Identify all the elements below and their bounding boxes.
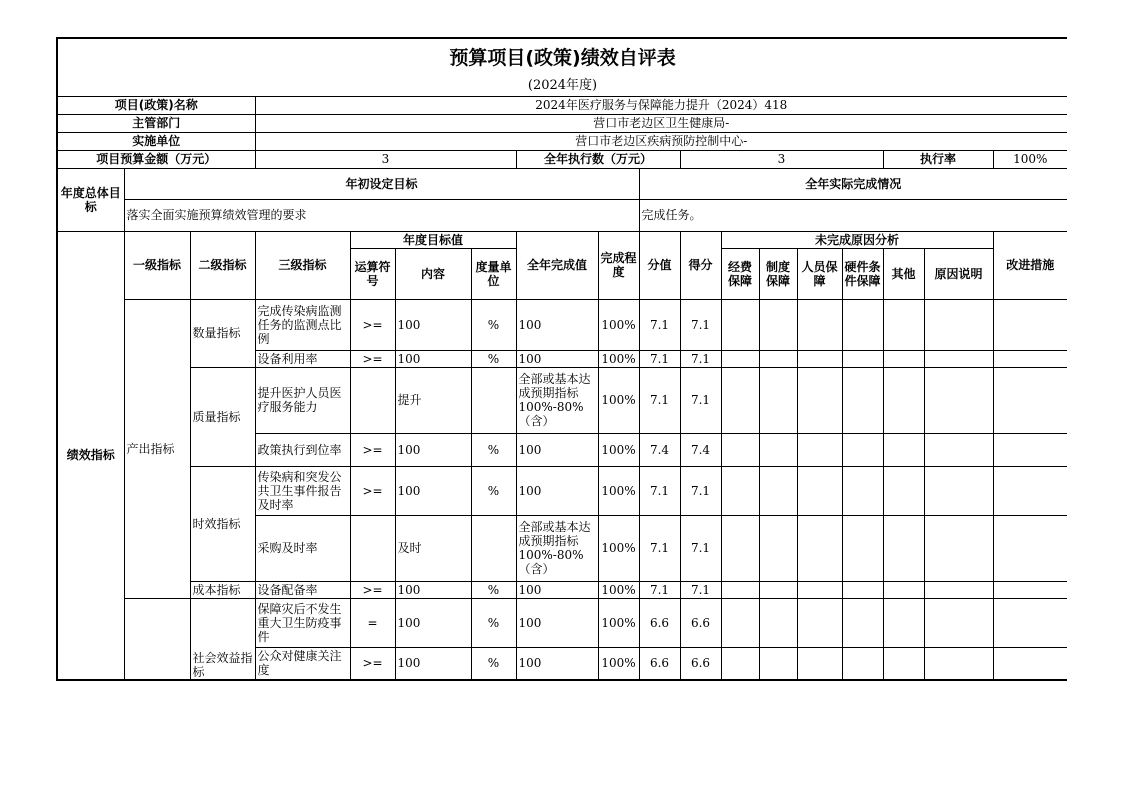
row-score: 7.1: [680, 515, 721, 581]
budget-value: 3: [255, 150, 516, 168]
row-done: 100: [516, 433, 598, 466]
goal-actual-header: 全年实际完成情况: [639, 168, 1067, 199]
row-degree: 100%: [598, 350, 639, 367]
group-quantity: 数量指标: [190, 299, 255, 367]
group-effect-blank: [124, 598, 190, 680]
row-content: 100: [395, 581, 471, 598]
row-score-value: 6.6: [639, 598, 680, 647]
header-reason-hardware: 硬件条件保障: [842, 248, 883, 299]
row-unit: %: [471, 647, 516, 680]
row-done: 100: [516, 598, 598, 647]
budget-label: 项目预算金额（万元）: [57, 150, 255, 168]
unit-label: 实施单位: [57, 132, 255, 150]
row-unit: %: [471, 598, 516, 647]
row-op: >=: [350, 433, 395, 466]
row-name: 政策执行到位率: [255, 433, 350, 466]
row-content: 100: [395, 647, 471, 680]
dept-label: 主管部门: [57, 114, 255, 132]
row-degree: 100%: [598, 581, 639, 598]
header-reason-staff: 人员保障: [797, 248, 842, 299]
perf-indicator-label: 绩效指标: [57, 231, 124, 680]
row-name: 传染病和突发公共卫生事件报告及时率: [255, 466, 350, 515]
goal-actual-text: 完成任务。: [639, 199, 1067, 231]
group-cost: 成本指标: [190, 581, 255, 598]
header-level1: 一级指标: [124, 231, 190, 299]
row-score: 7.1: [680, 350, 721, 367]
row-content: 100: [395, 598, 471, 647]
header-unit: 度量单位: [471, 248, 516, 299]
row-content: 100: [395, 299, 471, 350]
row-content: 100: [395, 350, 471, 367]
row-done: 100: [516, 581, 598, 598]
header-reason-other: 其他: [883, 248, 924, 299]
row-score: 7.1: [680, 367, 721, 433]
row-score-value: 7.4: [639, 433, 680, 466]
row-score-value: 7.1: [639, 581, 680, 598]
row-name: 提升医护人员医疗服务能力: [255, 367, 350, 433]
group-timeliness: 时效指标: [190, 466, 255, 581]
table-row: [57, 299, 1067, 350]
row-op: >=: [350, 350, 395, 367]
header-level3: 三级指标: [255, 231, 350, 299]
row-done: 全部或基本达成预期指标100%-80%（含）: [516, 515, 598, 581]
row-score-value: 7.1: [639, 350, 680, 367]
row-unit: %: [471, 299, 516, 350]
unit-value: 营口市老边区疾病预防控制中心-: [255, 132, 1067, 150]
row-degree: 100%: [598, 299, 639, 350]
header-level2: 二级指标: [190, 231, 255, 299]
row-degree: 100%: [598, 598, 639, 647]
row-score-value: 7.1: [639, 466, 680, 515]
goal-set-text: 落实全面实施预算绩效管理的要求: [124, 199, 639, 231]
row-name: 设备利用率: [255, 350, 350, 367]
row-op: [350, 367, 395, 433]
rate-value: 100%: [993, 150, 1067, 168]
row-degree: 100%: [598, 515, 639, 581]
header-score: 得分: [680, 231, 721, 299]
row-done: 全部或基本达成预期指标100%-80%（含）: [516, 367, 598, 433]
group-output: 产出指标: [124, 299, 190, 598]
row-op: >=: [350, 647, 395, 680]
row-unit: %: [471, 466, 516, 515]
row-done: 100: [516, 299, 598, 350]
row-content: 及时: [395, 515, 471, 581]
row-unit: %: [471, 433, 516, 466]
row-name: 采购及时率: [255, 515, 350, 581]
row-op: [350, 515, 395, 581]
project-name-label: 项目(政策)名称: [57, 96, 255, 114]
row-done: 100: [516, 466, 598, 515]
row-name: 保障灾后不发生重大卫生防疫事件: [255, 598, 350, 647]
row-unit: [471, 367, 516, 433]
row-done: 100: [516, 647, 598, 680]
row-op: =: [350, 598, 395, 647]
header-reason-note: 原因说明: [924, 248, 993, 299]
goal-set-header: 年初设定目标: [124, 168, 639, 199]
exec-value: 3: [680, 150, 883, 168]
row-unit: %: [471, 350, 516, 367]
header-reason-fund: 经费保障: [721, 248, 759, 299]
row-degree: 100%: [598, 367, 639, 433]
row-score: 7.1: [680, 466, 721, 515]
row-content: 100: [395, 466, 471, 515]
header-op: 运算符号: [350, 248, 395, 299]
header-degree: 完成程度: [598, 231, 639, 299]
row-degree: 100%: [598, 433, 639, 466]
group-social-benefit: 社会效益指标: [190, 598, 255, 680]
row-score: 7.1: [680, 299, 721, 350]
row-content: 100: [395, 433, 471, 466]
row-op: >=: [350, 466, 395, 515]
header-year-done: 全年完成值: [516, 231, 598, 299]
row-unit: [471, 515, 516, 581]
row-degree: 100%: [598, 466, 639, 515]
evaluation-sheet: [56, 37, 1067, 693]
row-score-value: 7.1: [639, 515, 680, 581]
header-improve: 改进措施: [993, 231, 1067, 299]
row-name: 设备配备率: [255, 581, 350, 598]
row-degree: 100%: [598, 647, 639, 680]
project-name-value: 2024年医疗服务与保障能力提升（2024）418: [255, 96, 1067, 114]
row-op: >=: [350, 581, 395, 598]
row-unit: %: [471, 581, 516, 598]
row-score-value: 6.6: [639, 647, 680, 680]
header-content: 内容: [395, 248, 471, 299]
annual-goal-label: 年度总体目标: [57, 168, 124, 231]
table-row: [57, 466, 1067, 515]
row-score: 6.6: [680, 598, 721, 647]
header-reason-system: 制度保障: [759, 248, 797, 299]
row-score-value: 7.1: [639, 299, 680, 350]
row-op: >=: [350, 299, 395, 350]
table-row: [57, 367, 1067, 433]
row-score: 7.1: [680, 581, 721, 598]
table-row: [57, 598, 1067, 647]
page-title: 预算项目(政策)绩效自评表: [57, 38, 1067, 76]
row-name: 完成传染病监测任务的监测点比例: [255, 299, 350, 350]
row-score: 7.4: [680, 433, 721, 466]
row-content: 提升: [395, 367, 471, 433]
row-name: 公众对健康关注度: [255, 647, 350, 680]
exec-label: 全年执行数（万元）: [516, 150, 680, 168]
group-quality: 质量指标: [190, 367, 255, 466]
table-row: [57, 581, 1067, 598]
page-subtitle: (2024年度): [57, 76, 1067, 96]
header-reason: 未完成原因分析: [721, 231, 993, 248]
row-score: 6.6: [680, 647, 721, 680]
row-done: 100: [516, 350, 598, 367]
header-target: 年度目标值: [350, 231, 516, 248]
header-score-value: 分值: [639, 231, 680, 299]
row-score-value: 7.1: [639, 367, 680, 433]
evaluation-table: [56, 37, 1067, 681]
rate-label: 执行率: [883, 150, 993, 168]
dept-value: 营口市老边区卫生健康局-: [255, 114, 1067, 132]
